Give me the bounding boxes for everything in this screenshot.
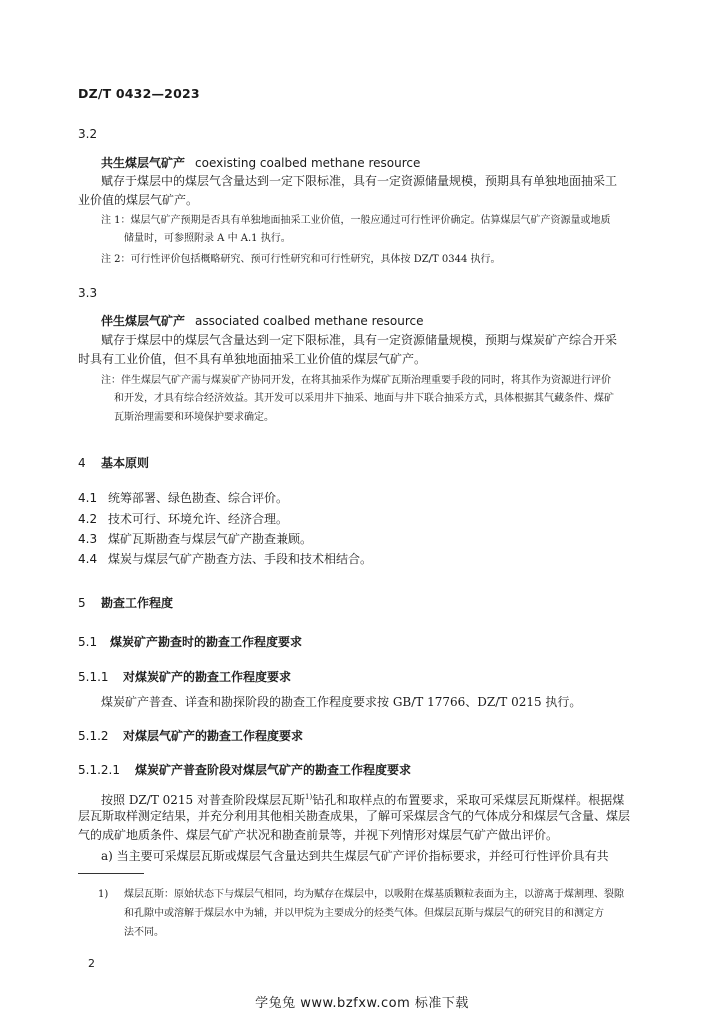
definition-3-2-line-2: 业价值的煤层气矿产。 [78,193,199,207]
section-5-heading [78,594,173,611]
footnote-number: 1) [98,889,109,900]
paragraph-5-1-2-1-line-2: 层瓦斯取样测定结果，并充分利用其他相关勘查成果，了解可采煤层含气的气体成分和煤层气含量、煤层 [78,809,631,823]
list-item-4-2-text: 技术可行、环境允许、经济合理。 [108,512,289,526]
clause-3-2-number: 3.2 [78,127,98,141]
term-3-3-zh: 伴生煤层气矿产 [101,314,186,328]
list-item-4-2 [78,510,288,529]
footnote-reference: 1) [305,793,313,801]
section-5-number: 5 [78,596,86,610]
list-item-4-2-number: 4.2 [78,512,98,526]
definition-3-3-line-1: 赋存于煤层中的煤层气含量达到一定下限标准，具有一定资源储量规模，预期与煤炭矿产综合开采 [101,333,618,347]
list-item-4-3-text: 煤矿瓦斯勘查与煤层气矿产勘查兼顾。 [108,532,313,546]
site-watermark-footer: 学兔兔 www.bzfxw.com 标准下载 [255,996,469,1011]
paragraph-5-1-1: 煤炭矿产普查、详查和勘探阶段的勘查工作程度要求按 GB/T 17766、DZ/T 0215 执行。 [101,695,582,709]
section-4-number: 4 [78,456,86,470]
heading-5-1 [78,633,302,650]
heading-5-1-1-title: 对煤炭矿产的勘查工作程度要求 [123,670,292,684]
footnote-divider [78,873,144,874]
note-3-2-1-line-2: 储量时，可参照附录 A 中 A.1 执行。 [124,233,291,244]
definition-3-3-line-2: 时具有工业价值，但不具有单独地面抽采工业价值的煤层气矿产。 [78,352,427,366]
list-item-a: a) 当主要可采煤层瓦斯或煤层气含量达到共生煤层气矿产评价指标要求，并经可行性评价具有共 [101,849,609,863]
list-item-4-3-number: 4.3 [78,532,98,546]
heading-5-1-2-title: 对煤层气矿产的勘查工作程度要求 [123,729,304,743]
note-3-2-1-line-1: 注 1：煤层气矿产预期是否具有单独地面抽采工业价值，一般应通过可行性评价确定。估算煤层气矿产资源量或地质 [101,215,611,226]
list-item-4-4-text: 煤炭与煤层气矿产勘查方法、手段和技术相结合。 [108,552,373,566]
section-4-title: 基本原则 [101,456,150,470]
term-3-3 [101,312,424,329]
paragraph-5-1-2-1-line-1-end: 钻孔和取样点的布置要求，采取可采煤层瓦斯煤样。根据煤 [312,793,625,807]
page-number: 2 [88,957,95,970]
standard-code: DZ/T 0432—2023 [78,86,200,101]
note-3-3-line-2: 和开发，才具有综合经济效益。其开发可以采用井下抽采、地面与井下联合抽采方式，具体根据其气藏条件、煤矿 [114,393,614,404]
list-item-4-4-number: 4.4 [78,552,98,566]
heading-5-1-title: 煤炭矿产勘查时的勘查工作程度要求 [110,635,303,649]
note-3-3-line-3: 瓦斯治理需要和环境保护要求确定。 [114,412,274,423]
heading-5-1-1 [78,668,291,685]
list-item-4-3 [78,530,312,549]
heading-5-1-1-number: 5.1.1 [78,670,109,684]
note-3-2-2: 注 2：可行性评价包括概略研究、预可行性研究和可行性研究，具体按 DZ/T 0344 执行。 [101,254,501,265]
note-3-3-line-1: 注：伴生煤层气矿产需与煤炭矿产协同开发，在将其抽采作为煤矿瓦斯治理重要手段的同时，将其作为资源进行评价 [101,375,611,386]
term-3-3-en: associated coalbed methane resource [195,314,424,328]
section-5-title: 勘查工作程度 [101,596,174,610]
heading-5-1-2-1 [78,761,411,778]
heading-5-1-2 [78,727,303,744]
section-4-heading [78,454,149,471]
footnote-line-3: 法不同。 [124,927,164,938]
footnote-line-1: 煤层瓦斯：原始状态下与煤层气相同，均为赋存在煤层中，以吸附在煤基质颗粒表面为主，以游离于煤割理、裂隙 [124,889,624,900]
footnote-line-2: 和孔隙中或溶解于煤层水中为辅，并以甲烷为主要成分的烃类气体。但煤层瓦斯与煤层气的研究目的和测定方 [124,908,604,919]
heading-5-1-number: 5.1 [78,635,98,649]
list-item-4-1-number: 4.1 [78,491,98,505]
clause-3-3-number: 3.3 [78,286,98,300]
list-item-4-1-text: 统筹部署、绿色勘查、综合评价。 [108,491,289,505]
heading-5-1-2-1-number: 5.1.2.1 [78,763,120,777]
term-3-2 [101,154,420,171]
paragraph-5-1-2-1-line-3: 气的成矿地质条件、煤层气矿产状况和勘查前景等，并视下列情形对煤层气矿产做出评价。 [78,828,559,842]
definition-3-2-line-1: 赋存于煤层中的煤层气含量达到一定下限标准，具有一定资源储量规模，预期具有单独地面抽采工 [101,174,618,188]
list-item-4-4 [78,550,372,569]
heading-5-1-2-number: 5.1.2 [78,729,109,743]
term-3-2-en: coexisting coalbed methane resource [195,156,421,170]
heading-5-1-2-1-title: 煤炭矿产普查阶段对煤层气矿产的勘查工作程度要求 [135,763,412,777]
list-item-4-1 [78,489,288,508]
paragraph-5-1-2-1-line-1-start: 按照 DZ/T 0215 对普查阶段煤层瓦斯 [101,793,305,807]
term-3-2-zh: 共生煤层气矿产 [101,156,186,170]
